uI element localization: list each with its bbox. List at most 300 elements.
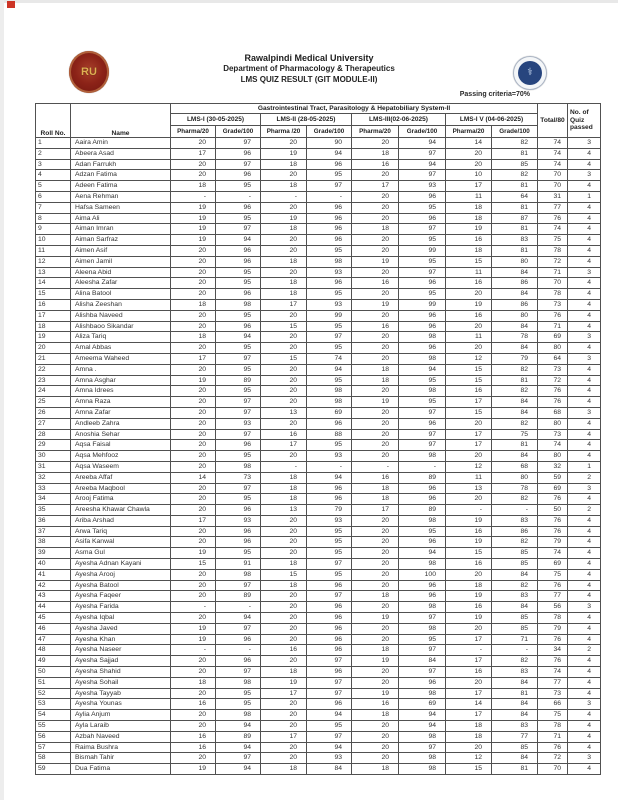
lms2-grade-cell: 96 xyxy=(307,224,352,235)
lms3-grade-cell: 98 xyxy=(399,353,446,364)
lms1-grade-cell: 97 xyxy=(216,483,261,494)
lms3-pharma-cell: 20 xyxy=(352,580,399,591)
lms1-grade-cell: 97 xyxy=(216,753,261,764)
lms2-pharma-cell: 20 xyxy=(261,310,307,321)
name-cell: Aimen Asif xyxy=(71,245,171,256)
total-cell: 68 xyxy=(538,407,568,418)
name-cell: Ayesha Arooj xyxy=(71,569,171,580)
lms3-pharma-cell: 16 xyxy=(352,699,399,710)
lms4-grade-cell: 83 xyxy=(492,721,538,732)
roll-cell: 29 xyxy=(36,440,71,451)
lms4-pharma-cell: 20 xyxy=(446,289,492,300)
lms1-grade-cell: 96 xyxy=(216,440,261,451)
lms1-pharma-cell: 20 xyxy=(171,537,216,548)
lms1-pharma-cell: 20 xyxy=(171,289,216,300)
lms1-grade-cell: 94 xyxy=(216,235,261,246)
quiz-results-table xyxy=(35,103,601,775)
lms3-grade-cell: 94 xyxy=(399,364,446,375)
lms3-pharma-cell: 20 xyxy=(352,721,399,732)
lms3-grade-cell: 97 xyxy=(399,267,446,278)
lms1-pharma-cell: 20 xyxy=(171,569,216,580)
quiz-passed-cell: 4 xyxy=(568,397,601,408)
lms2-pharma-cell: 19 xyxy=(261,677,307,688)
lms4-pharma-cell: 20 xyxy=(446,451,492,462)
quiz-passed-cell: 4 xyxy=(568,245,601,256)
lms3-grade-cell: 69 xyxy=(399,699,446,710)
table-row xyxy=(36,667,601,678)
lms3-grade-cell: 94 xyxy=(399,138,446,149)
roll-cell: 23 xyxy=(36,375,71,386)
lms4-grade-cell: 84 xyxy=(492,267,538,278)
lms4-grade-cell: 82 xyxy=(492,656,538,667)
lms4-pharma-cell: 15 xyxy=(446,364,492,375)
lms1-pharma-cell: 19 xyxy=(171,634,216,645)
quiz-passed-cell: 4 xyxy=(568,580,601,591)
quiz-passed-cell: 4 xyxy=(568,667,601,678)
lms1-grade-cell: 97 xyxy=(216,224,261,235)
lms4-pharma-cell: 17 xyxy=(446,440,492,451)
lms2-grade-cell: 98 xyxy=(307,397,352,408)
total-cell: 71 xyxy=(538,267,568,278)
total-cell: 76 xyxy=(538,397,568,408)
name-cell: Ayesha Khan xyxy=(71,634,171,645)
lms2-pharma-cell: 15 xyxy=(261,353,307,364)
lms4-grade-cell: 85 xyxy=(492,613,538,624)
lms2-grade-cell: 94 xyxy=(307,710,352,721)
lms2-grade-cell: 96 xyxy=(307,699,352,710)
lms4-grade-cell: 77 xyxy=(492,731,538,742)
lms2-grade-cell: 90 xyxy=(307,138,352,149)
lms3-grade-cell: 97 xyxy=(399,440,446,451)
lms1-pharma-cell: 20 xyxy=(171,364,216,375)
lms4-pharma-cell: 17 xyxy=(446,634,492,645)
lms3-grade-cell: - xyxy=(399,461,446,472)
lms1-grade-cell: 96 xyxy=(216,656,261,667)
quiz-header-lms3: LMS-III(02-06-2025) xyxy=(352,114,446,126)
lms1-grade-cell: 98 xyxy=(216,677,261,688)
lms2-pharma-cell: 20 xyxy=(261,710,307,721)
lms2-pharma-cell: 16 xyxy=(261,429,307,440)
lms1-grade-cell: 95 xyxy=(216,688,261,699)
roll-cell: 41 xyxy=(36,569,71,580)
lms2-grade-cell: 96 xyxy=(307,202,352,213)
lms3-pharma-cell: 18 xyxy=(352,645,399,656)
roll-cell: 26 xyxy=(36,407,71,418)
subheader-lms3-pharma: Pharma/20 xyxy=(352,126,399,138)
lms4-grade-cell: 79 xyxy=(492,353,538,364)
lms1-pharma-cell: 16 xyxy=(171,699,216,710)
total-cell: 80 xyxy=(538,418,568,429)
table-row xyxy=(36,537,601,548)
lms4-pharma-cell: 20 xyxy=(446,418,492,429)
total-cell: 70 xyxy=(538,170,568,181)
lms3-grade-cell: 89 xyxy=(399,505,446,516)
roll-cell: 7 xyxy=(36,202,71,213)
lms4-pharma-cell: 18 xyxy=(446,721,492,732)
lms3-grade-cell: 95 xyxy=(399,634,446,645)
lms3-grade-cell: 97 xyxy=(399,148,446,159)
table-row xyxy=(36,224,601,235)
lms2-grade-cell: 96 xyxy=(307,623,352,634)
lms3-pharma-cell: 20 xyxy=(352,742,399,753)
lms4-grade-cell: 84 xyxy=(492,289,538,300)
lms3-pharma-cell: 20 xyxy=(352,191,399,202)
name-cell: Azbah Naveed xyxy=(71,731,171,742)
lms1-pharma-cell: 16 xyxy=(171,731,216,742)
table-row xyxy=(36,397,601,408)
table-row xyxy=(36,343,601,354)
table-row xyxy=(36,753,601,764)
lms4-grade-cell: 78 xyxy=(492,483,538,494)
roll-cell: 53 xyxy=(36,699,71,710)
lms2-pharma-cell: 18 xyxy=(261,559,307,570)
total-cell: 76 xyxy=(538,386,568,397)
roll-cell: 58 xyxy=(36,753,71,764)
lms4-grade-cell: 81 xyxy=(492,181,538,192)
lms3-grade-cell: 84 xyxy=(399,656,446,667)
lms2-grade-cell: 98 xyxy=(307,256,352,267)
quiz-passed-cell: 4 xyxy=(568,299,601,310)
lms2-grade-cell: 95 xyxy=(307,321,352,332)
lms3-pharma-cell: 20 xyxy=(352,623,399,634)
table-row xyxy=(36,353,601,364)
roll-cell: 48 xyxy=(36,645,71,656)
lms2-pharma-cell: 20 xyxy=(261,375,307,386)
lms4-pharma-cell: 19 xyxy=(446,224,492,235)
lms3-grade-cell: 96 xyxy=(399,278,446,289)
lms4-pharma-cell: - xyxy=(446,505,492,516)
name-cell: Areeba Maqbool xyxy=(71,483,171,494)
total-cell: 34 xyxy=(538,645,568,656)
table-row xyxy=(36,731,601,742)
name-cell: Adan Farrukh xyxy=(71,159,171,170)
total-cell: 77 xyxy=(538,591,568,602)
lms3-grade-cell: 96 xyxy=(399,343,446,354)
lms2-grade-cell: 93 xyxy=(307,267,352,278)
lms2-grade-cell: 96 xyxy=(307,602,352,613)
lms4-pharma-cell: 16 xyxy=(446,559,492,570)
subheader-lms1-grade: Grade/100 xyxy=(216,126,261,138)
quiz-passed-cell: 3 xyxy=(568,138,601,149)
quiz-passed-cell: 4 xyxy=(568,343,601,354)
name-cell: Alishba Naveed xyxy=(71,310,171,321)
roll-cell: 6 xyxy=(36,191,71,202)
table-row xyxy=(36,213,601,224)
lms4-pharma-cell: 17 xyxy=(446,688,492,699)
lms1-grade-cell: 98 xyxy=(216,710,261,721)
roll-cell: 2 xyxy=(36,148,71,159)
table-row xyxy=(36,299,601,310)
subheader-lms4-pharma: Pharma/20 xyxy=(446,126,492,138)
name-cell: Ayesha Javed xyxy=(71,623,171,634)
quiz-passed-cell: 4 xyxy=(568,537,601,548)
total-cell: 73 xyxy=(538,688,568,699)
table-row xyxy=(36,418,601,429)
total-cell: 73 xyxy=(538,429,568,440)
roll-cell: 51 xyxy=(36,677,71,688)
roll-cell: 54 xyxy=(36,710,71,721)
table-row xyxy=(36,256,601,267)
total-cell: 74 xyxy=(538,159,568,170)
roll-cell: 5 xyxy=(36,181,71,192)
lms1-grade-cell: - xyxy=(216,191,261,202)
lms1-pharma-cell: 20 xyxy=(171,159,216,170)
lms4-grade-cell: 71 xyxy=(492,634,538,645)
roll-cell: 24 xyxy=(36,386,71,397)
lms1-pharma-cell: 20 xyxy=(171,138,216,149)
lms2-pharma-cell: 17 xyxy=(261,299,307,310)
quiz-passed-cell: 4 xyxy=(568,613,601,624)
table-row xyxy=(36,386,601,397)
name-cell: Aiman Imran xyxy=(71,224,171,235)
lms1-grade-cell: 95 xyxy=(216,699,261,710)
total-cell: 72 xyxy=(538,375,568,386)
lms4-pharma-cell: 13 xyxy=(446,483,492,494)
lms4-grade-cell: 81 xyxy=(492,245,538,256)
lms2-pharma-cell: 19 xyxy=(261,148,307,159)
lms1-grade-cell: 89 xyxy=(216,591,261,602)
lms2-grade-cell: 97 xyxy=(307,332,352,343)
lms4-grade-cell: 83 xyxy=(492,515,538,526)
lms1-pharma-cell: 20 xyxy=(171,407,216,418)
roll-cell: 1 xyxy=(36,138,71,149)
lms4-grade-cell: 84 xyxy=(492,699,538,710)
name-cell: Bismah Tahir xyxy=(71,753,171,764)
lms3-grade-cell: 97 xyxy=(399,742,446,753)
lms3-pharma-cell: 17 xyxy=(352,505,399,516)
lms4-pharma-cell: 15 xyxy=(446,764,492,775)
lms2-grade-cell: 93 xyxy=(307,451,352,462)
lms2-pharma-cell: 20 xyxy=(261,170,307,181)
lms3-pharma-cell: 20 xyxy=(352,407,399,418)
total-cell: 32 xyxy=(538,461,568,472)
total-cell: 71 xyxy=(538,731,568,742)
roll-cell: 25 xyxy=(36,397,71,408)
lms4-grade-cell: 85 xyxy=(492,623,538,634)
lms1-grade-cell: 95 xyxy=(216,310,261,321)
lms4-grade-cell: 81 xyxy=(492,688,538,699)
lms2-pharma-cell: 20 xyxy=(261,397,307,408)
lms3-pharma-cell: 19 xyxy=(352,299,399,310)
lms2-pharma-cell: 17 xyxy=(261,731,307,742)
lms1-pharma-cell: 14 xyxy=(171,472,216,483)
lms4-grade-cell: 81 xyxy=(492,764,538,775)
lms2-grade-cell: 99 xyxy=(307,310,352,321)
lms1-pharma-cell: 20 xyxy=(171,505,216,516)
quiz-passed-cell: 1 xyxy=(568,191,601,202)
name-cell: Alishbaoo Sikandar xyxy=(71,321,171,332)
lms4-pharma-cell: 19 xyxy=(446,537,492,548)
roll-cell: 35 xyxy=(36,505,71,516)
roll-cell: 17 xyxy=(36,310,71,321)
quiz-passed-cell: 3 xyxy=(568,332,601,343)
quiz-passed-cell: 2 xyxy=(568,472,601,483)
lms2-pharma-cell: 20 xyxy=(261,267,307,278)
lms2-pharma-cell: 20 xyxy=(261,418,307,429)
lms1-pharma-cell: 20 xyxy=(171,656,216,667)
lms3-pharma-cell: 18 xyxy=(352,224,399,235)
quiz-passed-cell: 4 xyxy=(568,710,601,721)
subheader-lms1-pharma: Pharma/20 xyxy=(171,126,216,138)
name-cell: Ayesha Sohail xyxy=(71,677,171,688)
total-cell: 73 xyxy=(538,364,568,375)
lms3-grade-cell: 95 xyxy=(399,235,446,246)
subheader-lms4-grade: Grade/100 xyxy=(492,126,538,138)
lms3-grade-cell: 96 xyxy=(399,677,446,688)
table-row xyxy=(36,721,601,732)
lms3-grade-cell: 97 xyxy=(399,667,446,678)
lms1-grade-cell: 94 xyxy=(216,742,261,753)
name-cell: Ayesha Sajjad xyxy=(71,656,171,667)
quiz-passed-cell: 4 xyxy=(568,159,601,170)
lms4-pharma-cell: 12 xyxy=(446,353,492,364)
roll-cell: 12 xyxy=(36,256,71,267)
lms2-grade-cell: 95 xyxy=(307,375,352,386)
quiz-passed-cell: 4 xyxy=(568,526,601,537)
lms3-pharma-cell: 19 xyxy=(352,397,399,408)
total-cell: 69 xyxy=(538,559,568,570)
name-cell: Ayesha Tayyab xyxy=(71,688,171,699)
lms1-grade-cell: 96 xyxy=(216,245,261,256)
name-cell: Raima Bushra xyxy=(71,742,171,753)
lms3-grade-cell: 98 xyxy=(399,753,446,764)
lms2-pharma-cell: 20 xyxy=(261,591,307,602)
lms1-grade-cell: 96 xyxy=(216,148,261,159)
lms1-pharma-cell: 17 xyxy=(171,148,216,159)
roll-cell: 10 xyxy=(36,235,71,246)
lms2-grade-cell: 97 xyxy=(307,677,352,688)
lms1-grade-cell: 95 xyxy=(216,278,261,289)
lms2-grade-cell: 97 xyxy=(307,688,352,699)
lms3-pharma-cell: 20 xyxy=(352,548,399,559)
table-row xyxy=(36,148,601,159)
table-row xyxy=(36,267,601,278)
lms2-pharma-cell: 16 xyxy=(261,645,307,656)
name-cell: Amna Idrees xyxy=(71,386,171,397)
lms1-grade-cell: 95 xyxy=(216,548,261,559)
lms1-grade-cell: 93 xyxy=(216,515,261,526)
lms3-grade-cell: 96 xyxy=(399,418,446,429)
name-cell: Aqsa Faisal xyxy=(71,440,171,451)
lms3-pharma-cell: 20 xyxy=(352,667,399,678)
lms4-pharma-cell: 17 xyxy=(446,181,492,192)
lms3-grade-cell: 98 xyxy=(399,688,446,699)
lms3-grade-cell: 96 xyxy=(399,483,446,494)
lms1-pharma-cell: 19 xyxy=(171,764,216,775)
name-cell: Ayesha Shahid xyxy=(71,667,171,678)
lms1-grade-cell: 97 xyxy=(216,407,261,418)
total-cell: 78 xyxy=(538,721,568,732)
lms3-pharma-cell: 20 xyxy=(352,353,399,364)
lms2-pharma-cell: 20 xyxy=(261,537,307,548)
total-cell: 80 xyxy=(538,343,568,354)
lms3-pharma-cell: 18 xyxy=(352,483,399,494)
lms2-grade-cell: 79 xyxy=(307,505,352,516)
roll-cell: 8 xyxy=(36,213,71,224)
lms1-pharma-cell: 20 xyxy=(171,580,216,591)
table-row xyxy=(36,634,601,645)
name-cell: Alina Batool xyxy=(71,289,171,300)
lms2-grade-cell: 93 xyxy=(307,753,352,764)
total-cell: 79 xyxy=(538,537,568,548)
roll-cell: 33 xyxy=(36,483,71,494)
table-row xyxy=(36,515,601,526)
lms4-grade-cell: 86 xyxy=(492,299,538,310)
total-cell: 74 xyxy=(538,138,568,149)
quiz-header-lms4: LMS-I V (04-06-2025) xyxy=(446,114,538,126)
quiz-passed-cell: 4 xyxy=(568,548,601,559)
column-header-name: Name xyxy=(71,104,171,138)
lms3-pharma-cell: 18 xyxy=(352,494,399,505)
column-header-quiz-passed: No. of Quiz passed xyxy=(568,104,601,138)
lms1-pharma-cell: 20 xyxy=(171,343,216,354)
roll-cell: 55 xyxy=(36,721,71,732)
roll-cell: 45 xyxy=(36,613,71,624)
quiz-passed-cell: 3 xyxy=(568,267,601,278)
scan-edge-left xyxy=(0,0,4,800)
name-cell: Areesha Khawar Chawla xyxy=(71,505,171,516)
lms1-pharma-cell: 20 xyxy=(171,310,216,321)
quiz-passed-cell: 4 xyxy=(568,213,601,224)
lms3-grade-cell: 97 xyxy=(399,170,446,181)
lms3-grade-cell: 96 xyxy=(399,580,446,591)
lms4-grade-cell: 81 xyxy=(492,148,538,159)
roll-cell: 27 xyxy=(36,418,71,429)
total-cell: 73 xyxy=(538,299,568,310)
total-cell: 66 xyxy=(538,699,568,710)
table-row xyxy=(36,699,601,710)
lms2-grade-cell: 95 xyxy=(307,289,352,300)
lms3-pharma-cell: 20 xyxy=(352,753,399,764)
name-cell: Amna Zafar xyxy=(71,407,171,418)
lms1-grade-cell: 96 xyxy=(216,202,261,213)
lms3-pharma-cell: 19 xyxy=(352,613,399,624)
lms4-grade-cell: - xyxy=(492,505,538,516)
table-row xyxy=(36,235,601,246)
lms2-pharma-cell: 20 xyxy=(261,235,307,246)
quiz-passed-cell: 4 xyxy=(568,440,601,451)
lms1-grade-cell: 94 xyxy=(216,764,261,775)
lms4-grade-cell: 82 xyxy=(492,386,538,397)
lms1-grade-cell: 96 xyxy=(216,289,261,300)
lms2-pharma-cell: 18 xyxy=(261,667,307,678)
lms3-pharma-cell: 20 xyxy=(352,386,399,397)
lms1-pharma-cell: 20 xyxy=(171,451,216,462)
lms3-grade-cell: 96 xyxy=(399,191,446,202)
lms4-grade-cell: 84 xyxy=(492,710,538,721)
lms3-grade-cell: 100 xyxy=(399,569,446,580)
table-row xyxy=(36,710,601,721)
lms1-grade-cell: 95 xyxy=(216,267,261,278)
roll-cell: 16 xyxy=(36,299,71,310)
lms1-grade-cell: 96 xyxy=(216,537,261,548)
quiz-passed-cell: 4 xyxy=(568,731,601,742)
lms2-pharma-cell: 20 xyxy=(261,138,307,149)
lms3-pharma-cell: 17 xyxy=(352,181,399,192)
lms3-pharma-cell: 16 xyxy=(352,159,399,170)
lms3-grade-cell: 95 xyxy=(399,289,446,300)
name-cell: Aimen Jamil xyxy=(71,256,171,267)
lms2-grade-cell: 84 xyxy=(307,764,352,775)
lms1-pharma-cell: 19 xyxy=(171,623,216,634)
lms2-pharma-cell: 18 xyxy=(261,494,307,505)
table-row xyxy=(36,677,601,688)
lms3-grade-cell: 99 xyxy=(399,245,446,256)
table-row xyxy=(36,364,601,375)
quiz-passed-cell: 4 xyxy=(568,375,601,386)
lms3-grade-cell: 95 xyxy=(399,526,446,537)
table-row xyxy=(36,569,601,580)
